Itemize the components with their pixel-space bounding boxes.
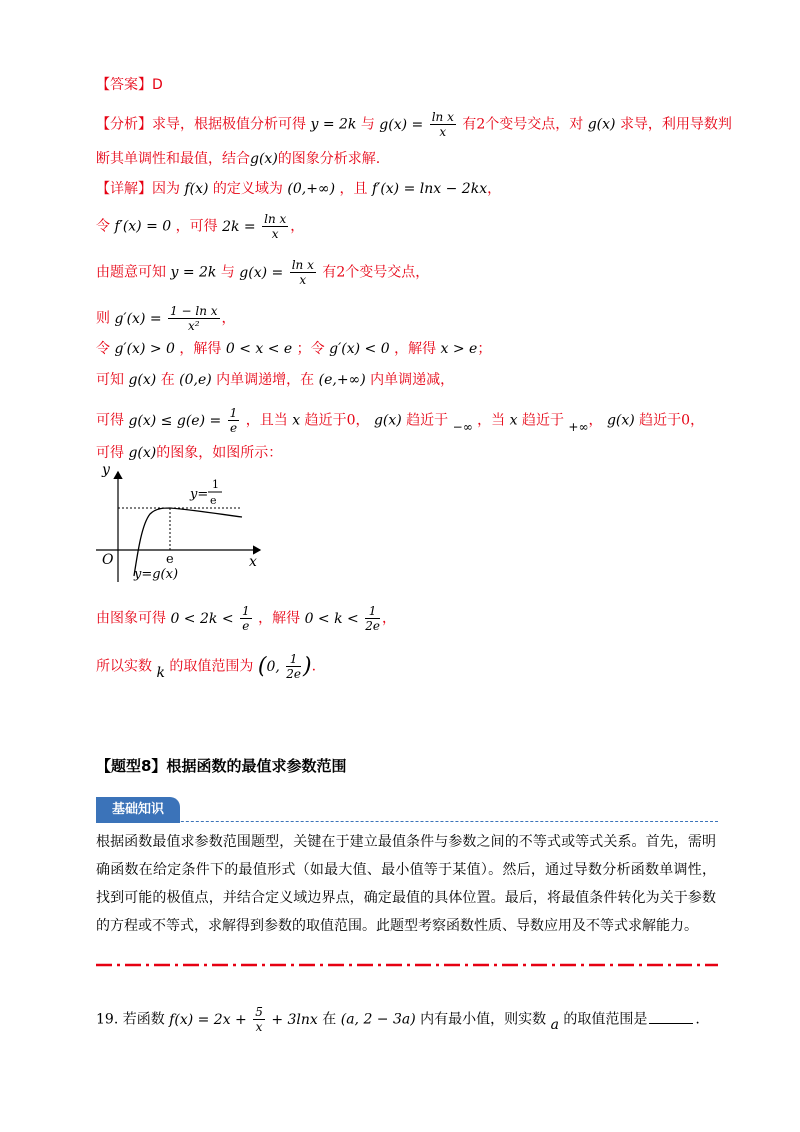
math-domain: (0,+∞) (287, 181, 336, 197)
detail-text: 的图象，如图所示： (156, 445, 283, 461)
answer-blank[interactable] (649, 1023, 693, 1024)
math-fx: f(x) (184, 181, 209, 197)
analysis-text: 求导，根据极值分析可得 (152, 116, 306, 133)
detail-text: 趋近于 (521, 412, 564, 429)
answer-label: 【答案】 (96, 77, 152, 93)
curve-gx (134, 508, 242, 576)
detail-text: ， (381, 610, 396, 627)
math-q19-interval: (a, 2 − 3a) (340, 1011, 416, 1028)
knowledge-bottom-border (96, 963, 718, 967)
detail-text: 可得 (96, 445, 124, 461)
detail-line-7 (96, 406, 704, 435)
e-tick-label: e (166, 552, 174, 567)
math-2k: 2k = $\frac{\text{ln x}}{x}$ (222, 212, 287, 241)
detail-line-4 (96, 304, 236, 333)
analysis-text: 有2个变号交点，对 (462, 116, 584, 133)
math-gx-def: g(x) = $\frac{\text{ln x}}{x}$ (379, 110, 454, 139)
detail-line-2 (96, 212, 304, 241)
math-gmax: g(x) ≤ g(e) = $\frac{1}{e}$ (128, 406, 238, 435)
detail-text: 可知 (96, 372, 124, 388)
max-den: e (210, 494, 217, 507)
question-19 (96, 1005, 700, 1034)
detail-text: . (311, 658, 317, 675)
analysis-text: 求导，利用导数判 (619, 116, 732, 133)
max-label: y= (190, 487, 209, 502)
function-graph (94, 464, 274, 584)
detail-text: 因为 (152, 181, 180, 197)
math-ineq-1: 0 < 2k < $\frac{1}{e}$ (170, 604, 250, 633)
question-text: 的取值范围是 (563, 1011, 648, 1028)
detail-text: 在 (160, 372, 175, 388)
curve-label: y=g(x) (134, 567, 179, 582)
detail-line-5 (96, 340, 491, 358)
math-gx: g(x) (606, 412, 635, 429)
detail-text: 趋近于0， (639, 412, 705, 429)
math-gprime: g′(x) = $\frac{\text{1 − ln x}}{\text{x²}}$ (114, 304, 218, 333)
analysis-label: 【分析】 (96, 116, 152, 133)
section-title: 【题型8】根据函数的最值求参数范围 (96, 757, 347, 775)
detail-text: ， (487, 181, 502, 197)
math-gx: g(x) (250, 151, 278, 167)
detail-line-9 (96, 604, 396, 633)
detail-text: 趋近于 (406, 412, 449, 429)
question-number: 19. (96, 1011, 119, 1028)
detail-text: ，解得 (179, 341, 222, 357)
math-interval-1: (0,e) (179, 372, 212, 388)
detail-text: 所以实数 (96, 658, 152, 675)
analysis-text: 断其单调性和最值，结合 (96, 151, 250, 167)
detail-text: 趋近于0， (304, 412, 370, 429)
detail-text: 与 (220, 264, 235, 281)
answer-line (96, 76, 163, 94)
math-x: x (509, 412, 518, 429)
detail-text: ，且当 (245, 412, 288, 429)
math-gx: g(x) (373, 412, 402, 429)
detail-text: ；令 (296, 341, 325, 357)
detail-text: 可得 (96, 412, 124, 429)
math-q19-fx: f(x) = 2x + $\frac{5}{x}$ + 3lnx (169, 1005, 318, 1034)
detail-text: 由图象可得 (96, 610, 166, 627)
knowledge-divider (96, 821, 718, 822)
math-gprime-pos: g′(x) > 0 (114, 341, 175, 357)
math-fprime-zero: f′(x) = 0 (114, 218, 172, 235)
math-x: x (292, 412, 301, 429)
question-text: . (695, 1011, 700, 1028)
detail-text: 则 (96, 310, 110, 327)
y-axis-label: y (102, 464, 110, 478)
detail-line-3 (96, 258, 429, 287)
question-text: 内有最小值，则实数 (420, 1011, 547, 1028)
analysis-text: 与 (360, 116, 375, 133)
detail-text: ，当 (477, 412, 506, 429)
detail-text: ，解得 (258, 610, 301, 627)
detail-text: 的取值范围为 (169, 658, 254, 675)
detail-text: ， (290, 218, 305, 235)
detail-text: ， (588, 412, 603, 429)
math-k: k (156, 664, 165, 681)
max-num: 1 (212, 478, 219, 491)
detail-line-10 (96, 652, 316, 681)
detail-text: 令 (96, 218, 110, 235)
math-pos-inf: +∞ (568, 419, 589, 434)
detail-text: ，且 (339, 181, 368, 197)
math-y2k: y = 2k (170, 264, 217, 281)
detail-text: 内单调递减， (370, 372, 455, 388)
analysis-line-1 (96, 110, 732, 139)
math-gx: g(x) (128, 445, 157, 461)
math-range-2: x > e (440, 341, 478, 357)
knowledge-tab: 基础知识 (96, 797, 180, 823)
question-text: 在 (322, 1011, 337, 1028)
analysis-text: 的图象分析求解. (277, 151, 381, 167)
math-ineq-2: 0 < k < $\frac{1}{2e}$ (304, 604, 380, 633)
detail-text: 由题意可知 (96, 264, 166, 281)
math-range-1: 0 < x < e (225, 341, 293, 357)
math-fprime: f′(x) = lnx − 2kx (371, 181, 488, 197)
math-gx: g(x) (128, 372, 157, 388)
math-gprime-neg: g′(x) < 0 (329, 341, 390, 357)
detail-line-6 (96, 371, 454, 389)
question-text: 若函数 (122, 1011, 165, 1028)
detail-text: ，解得 (394, 341, 437, 357)
detail-label: 【详解】 (96, 181, 152, 197)
math-neg-inf: −∞ (452, 419, 473, 434)
detail-text: ， (221, 310, 236, 327)
detail-text: 的定义域为 (212, 181, 283, 197)
detail-line-1 (96, 180, 501, 198)
detail-text: ； (477, 341, 492, 357)
math-final-range: (0, $\frac{1}{2e}$ ) (257, 652, 312, 681)
detail-text: 令 (96, 341, 110, 357)
origin-label: O (102, 552, 114, 568)
knowledge-text: 根据函数最值求参数范围题型，关键在于建立最值条件与参数之间的不等式或等式关系。首先，需明确函数在给定条件下的最值形式（如最大值、最小值等于某值）。然后，通过导数分析函数单调性，找到可能的极值点，并结合定义域边界点，确定最值的具体位置。最后，将最值条件转化为关于参数的方程或不等式，求解得到参数的取值范围。此题型考察函数性质、导数应用及不等式求解能力。 (96, 834, 716, 934)
detail-line-8 (96, 444, 282, 462)
detail-text: 内单调递增，在 (216, 372, 315, 388)
x-axis-label: x (249, 554, 257, 570)
detail-text: ，可得 (175, 218, 218, 235)
math-interval-2: (e,+∞) (318, 372, 366, 388)
math-y2k: y = 2k (310, 116, 357, 133)
math-gx-def: g(x) = $\frac{\text{ln x}}{x}$ (239, 258, 314, 287)
detail-text: 有2个变号交点， (322, 264, 430, 281)
analysis-line-2 (96, 150, 380, 168)
answer-value: D (152, 77, 163, 93)
math-a: a (550, 1016, 559, 1033)
math-gx: g(x) (587, 116, 616, 133)
